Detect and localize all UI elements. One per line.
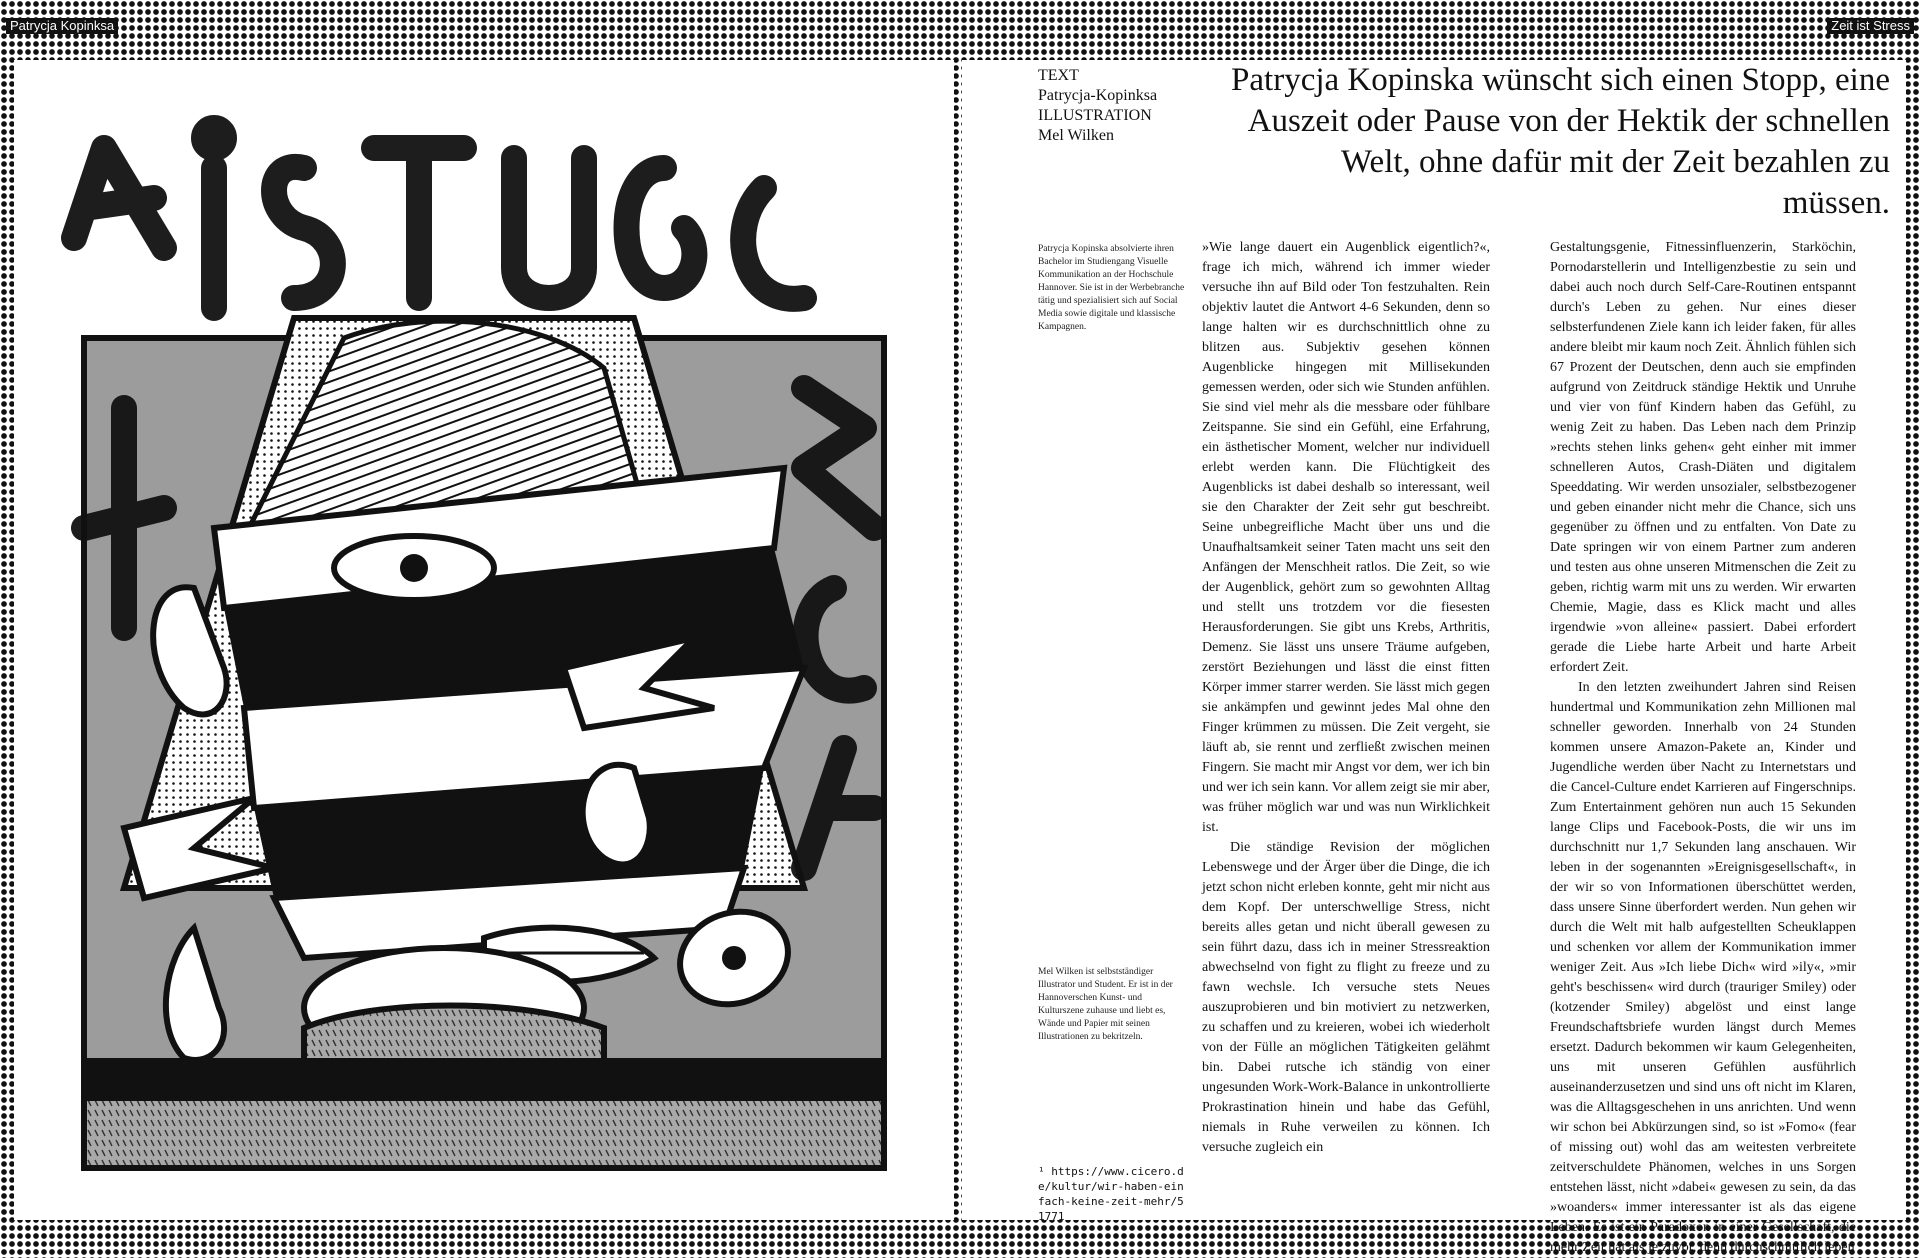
- paragraph: Gestaltungsgenie, Fitnessinfluenzerin, Starköchin, Pornodarstellerin und Intelligenzbestie zu sein und dabei auch noch durch Self-Care-Routinen entspannt durch's Leben zu gehen. Nur eines dieser selbsterfundenen Ziele kann ich leider faken, für alles andere bleibt mir kaum noch Zeit. Ähnlich fühlen sich 67 Prozent der Deutschen, denn auch sie empfinden aufgrund von Zeitdruck ständige Hektik und Unruhe und vier von fünf Kindern haben das Gefühl, zu wenig Zeit zu haben. Das Leben nach dem Prinzip »rechts stehen links gehen« geht einher mit immer schnelleren Autos, Crash-Diäten und digitalem Speeddating. Wir werden unsozialer, selbstbezogener und geben einander nicht mehr die Chance, sich uns gegenüber zu öffnen und zu entfalten. Von Date zu Date springen wir von einem Partner zum anderen und testen aus ohne unseren Mitmenschen die Zeit zu geben, richtig warm mit uns zu werden. Wir erwarten Chemie, Magie, dass es Klick macht und alles irgendwie »von alleine« passiert. Dabei erfordert gerade die Liebe harte Arbeit und harte Arbeit erfordert Zeit.: [1550, 240, 1856, 675]
- credit-illustrator: Mel Wilken: [1038, 127, 1114, 144]
- left-page: [14, 60, 954, 1220]
- credits: [1038, 66, 1198, 146]
- paragraph: »Wie lange dauert ein Augenblick eigentlich?«, frage ich mich, während ich immer wieder versuche ihn auf Bild oder Ton festzuhalten. Rein objektiv lautet die Antwort 4-6 Sekunden, denn so lange halten wir es durchschnittlich ohne zu blitzen aus. Subjektiv gesehen können Augenblicke hingegen mit Millisekunden gemessen werden, oder sich wie Stunden anfühlen. Sie sind viel mehr als die messbare oder fühlbare Zeitspanne. Sie sind ein Gefühl, eine Erfahrung, ein ästhetischer Moment, welcher nur individuell erlebt werden kann. Die Flüchtigkeit des Augenblicks ist dabei deshalb so interessant, weil sie den Charakter der Zeit sehr gut beschreibt. Seine unbegreifliche Macht über uns und die Unaufhaltsamkeit seiner Taten macht uns seit den Anfängen der Menschheit ratlos. Die Zeit, so wie der Augenblick, gehört zum so gewohnten Alltag und stellt uns trotzdem vor die fiesesten Herausforderungen. Sie gibt uns Krebs, Arthritis, Demenz. Sie lässt uns unsere Träume aufgeben, zerstört Beziehungen und lässt die einst fitten Körper immer starrer werden. Sie lässt mich gegen sie ankämpfen und gewinnt jedes Mal ohne den Finger krümmen zu müssen. Die Zeit vergeht, sie läuft ab, sie rennt und zerfließt zwischen meinen Fingern. Sie macht mir Angst vor dem, wer ich bin und wer ich sein kann. Vor allem zeigt sie mir aber, was früher möglich war und was nun Wirklichkeit ist.: [1202, 240, 1490, 835]
- credit-text-label: TEXT: [1038, 67, 1079, 84]
- text-column-2: [1550, 238, 1856, 1255]
- paragraph: In den letzten zweihundert Jahren sind Reisen hundertmal und Kommunikation zehn Millionen mal schneller geworden. Innerhalb von 24 Stunden kommen unsere Amazon-Pakete an, Kinder und Jugendliche werden über Nacht zu Internetstars und die Cancel-Culture endet Karrieren auf Fingerschnips. Zum Entertainment gehören nun auch 15 Sekunden lange Clips und Facebook-Posts, die wir uns im durchschnitt nur 1,7 Sekunden lang anschauen. Wir leben in der sogenannten »Ereignisgesellschaft«, in der wir so von Informationen überschüttet werden, dass unsere Sinne überfordert werden. Nun gehen wir durch die Welt mit halb aufgestellten Scheuklappen und schenken vor allem der Kommunikation immer weniger Zeit. Aus »Ich liebe Dich« wird »ily«, »mir geht's beschissen« wird durch (trauriger Smiley) oder (kotzender Smiley) abgelöst und einst lange Freundschaftsbriefe wurden längst durch Memes ersetzt. Dadurch bekommen wir kaum Gelegenheiten, uns mit unseren Gefühlen ausführlich auseinanderzusetzen und sind uns oft nicht im Klaren, was die Alltagsgeschehen in uns anrichten. Und wenn wir schon bei Abkürzungen sind, so ist »Fomo« (fear of missing out) wohl das am weitesten verbreitete zeitverschuldete Phänomen, welches in uns Sorgen entstehen lässt, nicht »dabei« gewesen zu sein, da das »woanders« immer interessanter ist als das eigene Leben. Es ist ein Paradoxon in einer Gesellschaft, die mehr Zeit hat als je zuvor, denn durchschnittlich leben: [1550, 680, 1856, 1255]
- headline: Patrycja Kopinska wünscht sich einen Stopp, eine Auszeit oder Pause von der Hektik der schnellen Welt, ohne dafür mit der Zeit bezahlen zu müssen.: [1231, 62, 1890, 221]
- footnote: ¹ https://www.cicero.de/kultur/wir-haben-einfach-keine-zeit-mehr/51771: [1038, 1165, 1184, 1223]
- running-head-right: Zeit ist Stress: [1827, 18, 1914, 34]
- right-page: [962, 60, 1906, 1255]
- illustration: [44, 108, 912, 1188]
- author-bio: Patrycja Kopinska absolvierte ihren Bachelor im Studiengang Visuelle Kommunikation an der Hochschule Hannover. Sie ist in der Werbebranche tätig und spezialisiert sich auf Social Media sowie digitale und klassische Kampagnen.: [1038, 244, 1185, 332]
- running-head-left: Patrycja Kopinksa: [6, 18, 118, 34]
- paragraph: Die ständige Revision der möglichen Lebenswege und der Ärger über die Dinge, die ich jetzt schon nicht erleben konnte, geht mir nicht aus dem Kopf. Der unterschwellige Stress, nicht bereits alles getan und nicht überall gewesen zu sein führt dazu, dass ich in meiner Stressreaktion abwechselnd von fight zu flight zu freeze und zu fawn wechsle. Ich versuche stets Neues auszuprobieren und bin motiviert zu netzwerken, zu schaffen und zu kreieren, wobei ich wiederholt von der Fülle an möglichen Tätigkeiten gelähmt bin. Dabei rutsche ich ständig von einer ungesunden Work-Work-Balance in unkontrollierte Prokrastination hinein und habe das Gefühl, niemals in Ruhe verweilen zu können. Ich versuche zugleich ein: [1202, 840, 1490, 1155]
- credit-illustration-label: ILLUSTRATION: [1038, 107, 1152, 124]
- text-column-1: [1202, 238, 1490, 1220]
- credit-text-author: Patrycja-Kopinksa: [1038, 87, 1158, 104]
- illustrator-bio: Mel Wilken ist selbstständiger Illustrator und Student. Er ist in der Hannoverschen Kunst- und Kulturszene zuhause und liebt es, Wände und Papier mit seinen Illustrationen zu bekritzeln.: [1038, 967, 1173, 1042]
